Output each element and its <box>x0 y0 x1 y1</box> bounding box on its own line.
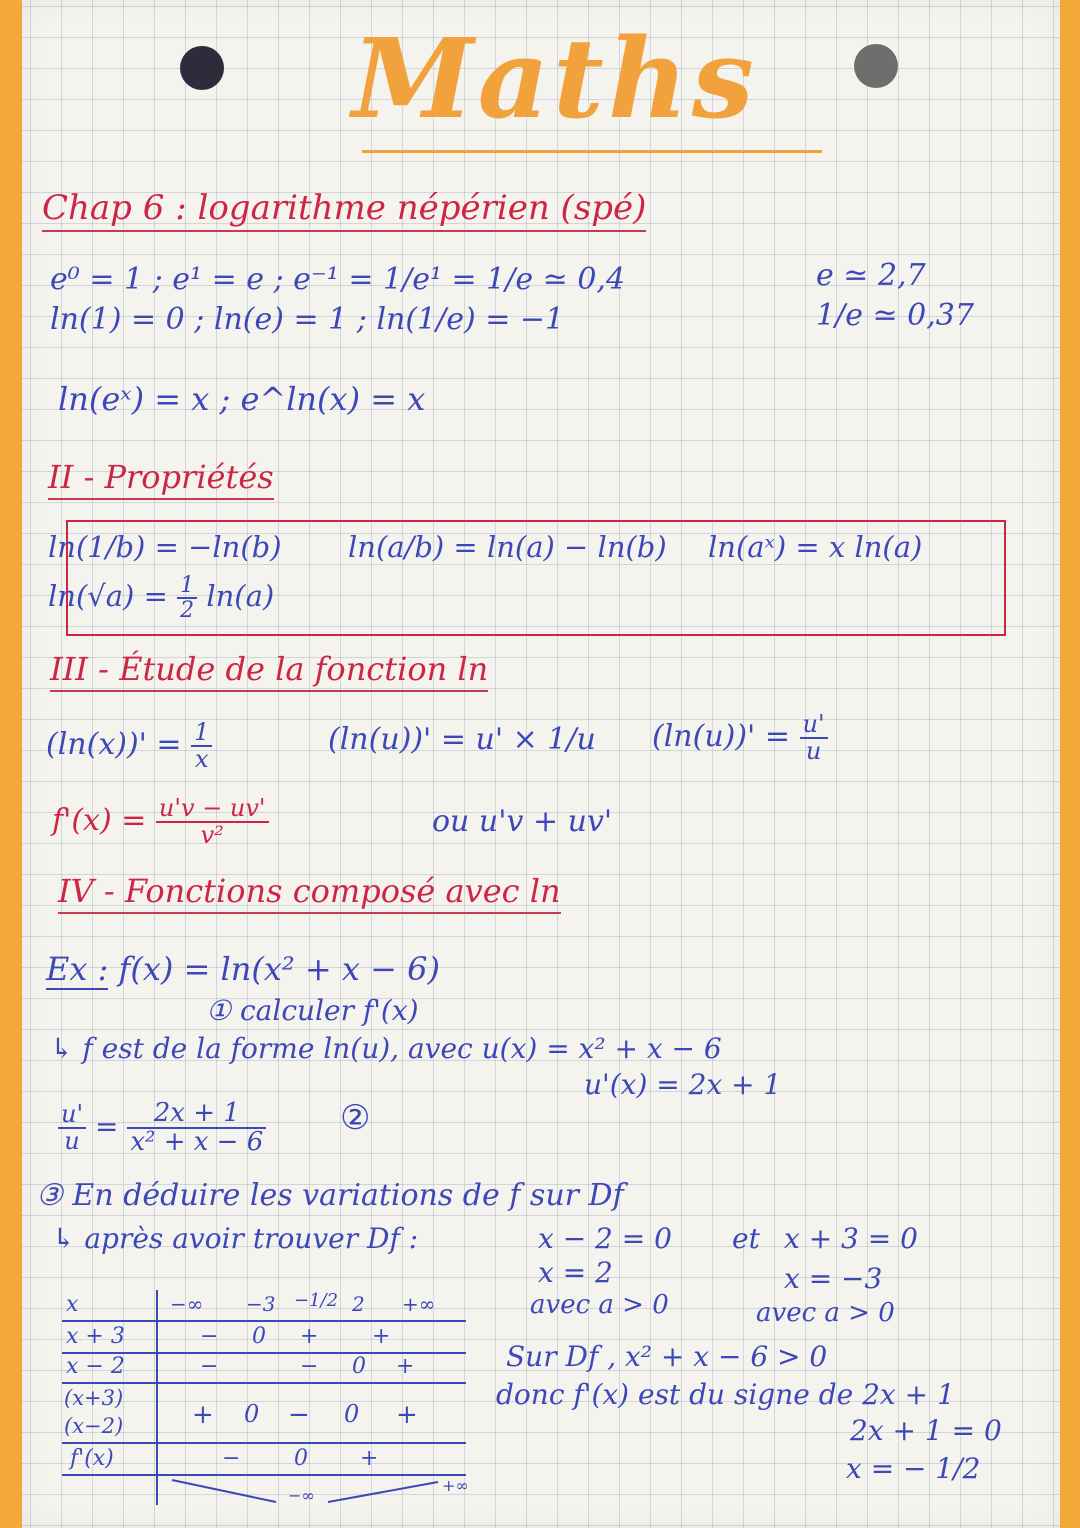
derivative-ln-x: (ln(x))' = $\frac{1}{x}$ <box>46 720 212 772</box>
variation-max-label: +∞ <box>442 1476 469 1495</box>
equation-1: x − 2 = 0 <box>538 1222 672 1255</box>
sign-cell: + <box>360 1446 379 1471</box>
sign-cell: 0 <box>352 1354 366 1379</box>
sign-conclusion: donc f'(x) est du signe de 2x + 1 <box>496 1378 955 1411</box>
sign-cell: 0 <box>244 1400 260 1428</box>
product-rule: ou u'v + uv' <box>432 804 613 839</box>
sign-cell: − <box>200 1354 219 1379</box>
section-3-heading: III - Étude de la fonction ln <box>50 650 488 692</box>
equation-1-solution: x = 2 <box>538 1256 613 1289</box>
sign-cell: 0 <box>294 1446 308 1471</box>
sign-cell: − <box>288 1400 310 1430</box>
sign-cell: + <box>396 1400 418 1430</box>
step-1-explanation: ↳ f est de la forme ln(u), avec u(x) = x² + x − 6 <box>50 1032 722 1065</box>
example-function: Ex : f(x) = ln(x² + x − 6) <box>46 950 440 988</box>
step-3-explanation: ↳ après avoir trouver Df : <box>52 1222 419 1255</box>
step-3: ③ En déduire les variations de f sur Df <box>36 1178 624 1213</box>
sign-variation-table <box>62 1290 474 1510</box>
sign-cell: + <box>300 1324 319 1349</box>
property-quotient: ln(a/b) = ln(a) − ln(b) <box>348 530 667 564</box>
table-label-product-2: (x−2) <box>64 1414 124 1438</box>
variation-arrows <box>158 1476 478 1510</box>
x-value: −3 <box>246 1292 276 1316</box>
property-inverse: ln(1/b) = −ln(b) <box>48 530 282 564</box>
step-1: ① calculer f'(x) <box>206 994 419 1027</box>
property-power: ln(aˣ) = x ln(a) <box>708 530 923 564</box>
binder-hole-right <box>854 44 898 88</box>
page-title: Maths <box>352 14 758 143</box>
step-2-mark: ② <box>340 1098 371 1138</box>
sign-cell: 0 <box>344 1400 360 1428</box>
table-label-x-plus-3: x + 3 <box>66 1324 125 1349</box>
sign-cell: − <box>222 1446 241 1471</box>
solution-minus-half: x = − 1/2 <box>846 1452 981 1485</box>
u-prime-over-u: $\frac{u'}{u}$ = $\frac{2x + 1}{\text{x² + x − 6}}$ <box>58 1100 266 1157</box>
x-value: 2 <box>352 1292 365 1316</box>
sign-cell: 0 <box>252 1324 266 1349</box>
chapter-heading: Chap 6 : logarithme népérien (spé) <box>42 188 646 232</box>
section-4-heading: IV - Fonctions composé avec ln <box>58 872 561 914</box>
table-label-f-prime: f'(x) <box>70 1446 114 1471</box>
variation-min-label: −∞ <box>288 1486 315 1505</box>
table-label-product-1: (x+3) <box>64 1386 124 1410</box>
equation-2-condition: avec a > 0 <box>756 1298 895 1328</box>
table-label-x: x <box>66 1292 79 1317</box>
sign-cell: − <box>300 1354 319 1379</box>
sign-cell: − <box>200 1324 219 1349</box>
and-word: et <box>732 1222 760 1255</box>
equation-2: x + 3 = 0 <box>784 1222 918 1255</box>
exp-values-line: e⁰ = 1 ; e¹ = e ; e⁻¹ = 1/e¹ = 1/e ≃ 0,4 <box>50 262 626 297</box>
section-2-heading: II - Propriétés <box>48 458 274 500</box>
u-prime: u'(x) = 2x + 1 <box>584 1068 782 1101</box>
x-value: +∞ <box>402 1292 436 1316</box>
derivative-ln-u: (ln(u))' = u' × 1/u <box>328 722 596 757</box>
equation-2-solution: x = −3 <box>784 1262 883 1295</box>
ln-values-line: ln(1) = 0 ; ln(e) = 1 ; ln(1/e) = −1 <box>50 302 565 337</box>
sign-domain-note: Sur Df , x² + x − 6 > 0 <box>506 1340 828 1373</box>
sign-cell: + <box>372 1324 391 1349</box>
title-underline <box>362 150 822 153</box>
sign-cell: + <box>192 1400 214 1430</box>
approx-e: e ≃ 2,7 <box>816 258 926 293</box>
x-value: −1/2 <box>294 1290 339 1311</box>
sign-cell: + <box>396 1354 415 1379</box>
notebook-page <box>22 0 1060 1528</box>
quotient-rule: f'(x) = $\frac{u'v - uv'}{\text{v²}}$ <box>52 796 269 848</box>
x-value: −∞ <box>170 1292 204 1316</box>
inverse-identities: ln(eˣ) = x ; e^ln(x) = x <box>58 380 426 418</box>
equation-1-condition: avec a > 0 <box>530 1290 669 1320</box>
property-sqrt: ln(√a) = $\frac{1}{2}$ ln(a) <box>48 573 275 624</box>
approx-inverse-e: 1/e ≃ 0,37 <box>816 298 974 333</box>
table-label-x-minus-2: x − 2 <box>66 1354 125 1379</box>
binder-hole-left <box>180 46 224 90</box>
solve-2x-plus-1: 2x + 1 = 0 <box>850 1414 1002 1447</box>
derivative-ln-u-ratio: (ln(u))' = $\frac{u'}{u}$ <box>652 712 828 764</box>
